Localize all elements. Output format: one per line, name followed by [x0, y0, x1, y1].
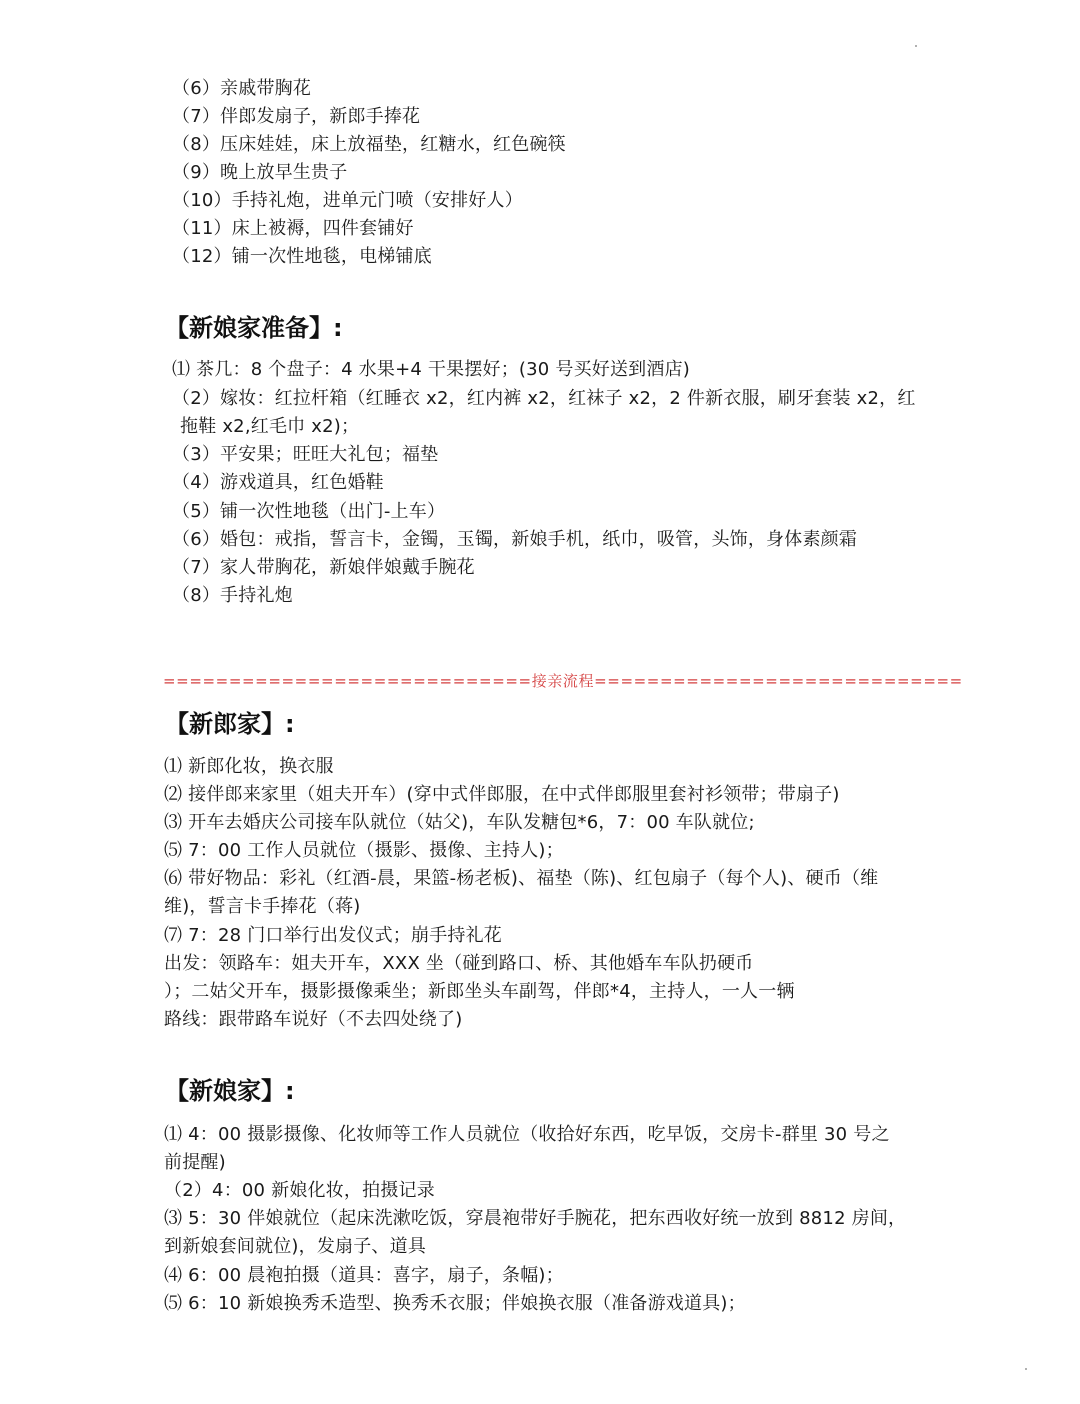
list-item: （8）压床娃娃，床上放福垫，红糖水，红色碗筷: [172, 134, 566, 155]
list-item: 维)，誓言卡手捧花（蒋): [164, 896, 361, 917]
list-item: ⑸ 6：10 新娘换秀禾造型、换秀禾衣服；伴娘换衣服（准备游戏道具)；: [164, 1293, 746, 1314]
list-item: （11）床上被褥，四件套铺好: [172, 218, 414, 239]
section-heading-bride-home: 【新娘家】:: [165, 1077, 295, 1105]
list-item: （2）4：00 新娘化妆，拍摄记录: [164, 1180, 435, 1201]
list-item: 到新娘套间就位)，发扇子、道具: [164, 1236, 427, 1257]
list-item: ⑺ 7：28 门口举行出发仪式；崩手持礼花: [164, 925, 502, 946]
speck-mark: [1025, 1368, 1027, 1370]
section-divider: ============================接亲流程============================: [163, 672, 963, 690]
list-item: ⑶ 5：30 伴娘就位（起床洗漱吃饭，穿晨袍带好手腕花，把东西收好统一放到 8812 房间，: [164, 1208, 907, 1229]
section-heading-bride-prep: 【新娘家准备】:: [165, 314, 343, 342]
list-item: （12）铺一次性地毯，电梯铺底: [172, 246, 432, 267]
list-item: ）；二姑父开车，摄影摄像乘坐；新郎坐头车副驾，伴郎*4，主持人，一人一辆: [164, 981, 795, 1002]
list-item: 拖鞋 x2,红毛巾 x2)；: [180, 416, 360, 437]
list-item: （6）婚包：戒指，誓言卡，金镯，玉镯，新娘手机，纸巾，吸管，头饰，身体素颜霜: [172, 529, 858, 550]
list-item: （2）嫁妆：红拉杆箱（红睡衣 x2，红内裤 x2，红袜子 x2，2 件新衣服，刷牙套装 x2，红: [172, 388, 916, 409]
list-item: 路线：跟带路车说好（不去四处绕了): [164, 1009, 463, 1030]
list-item: ⑷ 6：00 晨袍拍摄（道具：喜字，扇子，条幅)；: [164, 1265, 564, 1286]
list-item: （4）游戏道具，红色婚鞋: [172, 472, 384, 493]
list-item: ⑴ 4：00 摄影摄像、化妆师等工作人员就位（收拾好东西，吃早饭，交房卡-群里 30 号之: [164, 1124, 890, 1145]
list-item: （7）伴郎发扇子，新郎手捧花: [172, 106, 421, 127]
list-item: （7）家人带胸花，新娘伴娘戴手腕花: [172, 557, 475, 578]
list-item: （6）亲戚带胸花: [172, 78, 312, 99]
list-item: ⑸ 7：00 工作人员就位（摄影、摄像、主持人)；: [164, 840, 564, 861]
list-item: （3）平安果；旺旺大礼包；福垫: [172, 444, 439, 465]
list-item: 出发：领路车：姐夫开车，XXX 坐（碰到路口、桥、其他婚车车队扔硬币: [164, 953, 754, 974]
section-heading-groom-home: 【新郎家】:: [165, 710, 295, 738]
list-item: （8）手持礼炮: [172, 585, 293, 606]
list-item: ⑶ 开车去婚庆公司接车队就位（姑父)，车队发糖包*6，7：00 车队就位;: [164, 812, 755, 833]
list-item: ⑴ 茶几：8 个盘子：4 水果+4 干果摆好；(30 号买好送到酒店): [172, 359, 690, 380]
list-item: （10）手持礼炮，进单元门喷（安排好人）: [172, 190, 523, 211]
list-item: （5）铺一次性地毯（出门-上车）: [172, 501, 446, 522]
list-item: ⑴ 新郎化妆，换衣服: [164, 756, 334, 777]
list-item: 前提醒): [164, 1152, 226, 1173]
list-item: （9）晚上放早生贵子: [172, 162, 348, 183]
list-item: ⑵ 接伴郎来家里（姐夫开车）(穿中式伴郎服，在中式伴郎服里套衬衫领带；带扇子): [164, 784, 840, 805]
list-item: ⑹ 带好物品：彩礼（红酒-晨，果篮-杨老板)、福垫（陈)、红包扇子（每个人)、硬币（维: [164, 868, 879, 889]
speck-mark: [915, 45, 917, 47]
